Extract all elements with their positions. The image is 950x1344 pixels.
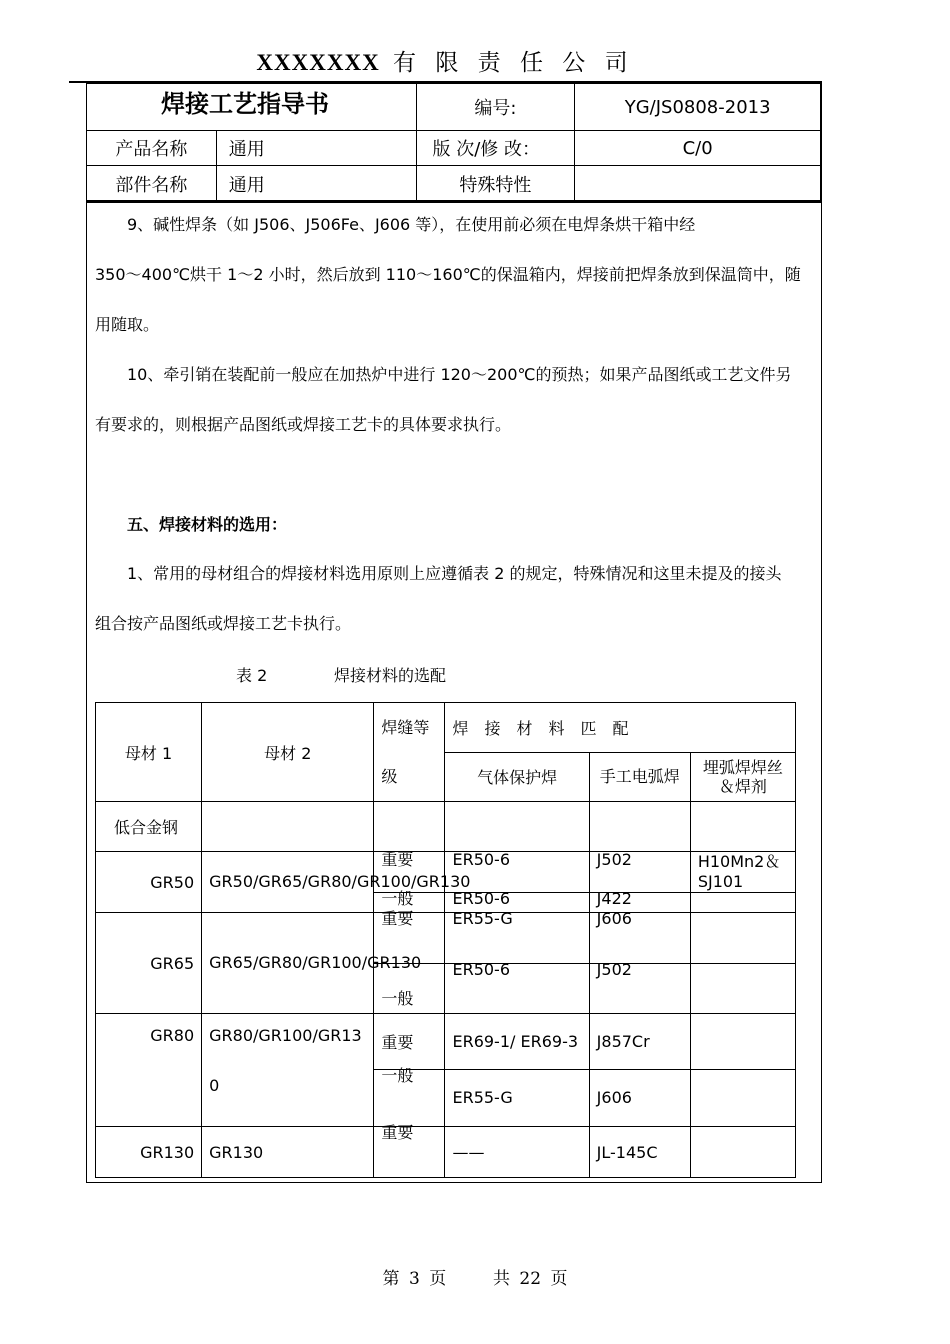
product-value: 通用	[216, 131, 416, 166]
row-gr65-saw2	[690, 964, 795, 1014]
table-cell	[202, 802, 374, 852]
paragraph-9-line1: 9、碱性焊条（如 J506、J506Fe、J606 等），在使用前必须在电焊条烘干箱中经	[127, 215, 696, 234]
group-label: 低合金钢	[96, 802, 202, 852]
paragraph-10-line1: 10、牵引销在装配前一般应在加热炉中进行 120～200℃的预热；如果产品图纸或工艺文件另	[127, 365, 792, 384]
paragraph-10-line2: 有要求的，则根据产品图纸或焊接工艺卡的具体要求执行。	[95, 415, 512, 434]
footer-total-suffix: 页	[550, 1269, 568, 1289]
company-suffix: 有 限 责 任 公 司	[393, 50, 634, 76]
row-gr50-manual2: J422	[589, 893, 690, 913]
row-gr80-gas2: ER55-G	[445, 1069, 589, 1126]
row-gr130-base1: GR130	[96, 1127, 202, 1178]
doc-title: 焊接工艺指导书	[87, 84, 417, 131]
table-row	[96, 852, 796, 893]
table-cell	[589, 802, 690, 852]
part-value: 通用	[216, 166, 416, 203]
table-cell	[690, 802, 795, 852]
row-gr80-saw2	[690, 1069, 795, 1126]
row-gr80-grade2: 一般	[374, 1069, 445, 1126]
row-gr65-gas2: ER50-6	[445, 964, 589, 1014]
table-caption-title: 焊接材料的选配	[334, 666, 447, 685]
footer-page-number: 3	[408, 1269, 420, 1289]
header-table	[86, 83, 821, 203]
col-base2: 母材 2	[202, 703, 374, 802]
row-gr50-manual1: J502	[589, 852, 690, 893]
section-5-title: 五、焊接材料的选用：	[127, 515, 288, 534]
row-gr50-saw2	[690, 893, 795, 913]
row-gr50-gas1: ER50-6	[445, 852, 589, 893]
col-saw: 埋弧焊焊丝＆焊剂	[690, 752, 795, 802]
row-gr80-grade1: 重要	[374, 1014, 445, 1070]
row-gr50-base2: GR50/GR65/GR80/GR100/GR130	[202, 852, 374, 913]
part-label: 部件名称	[87, 166, 217, 203]
section-5-para-line1: 1、常用的母材组合的焊接材料选用原则上应遵循表 2 的规定，特殊情况和这里未提及的接头	[127, 564, 782, 583]
row-gr80-base1: GR80	[96, 1014, 202, 1127]
col-grade	[374, 703, 445, 802]
row-gr65-base1: GR65	[96, 913, 202, 1014]
row-gr130-saw1	[690, 1127, 795, 1178]
table-row	[96, 1014, 796, 1070]
table-caption-number: 表 2	[236, 666, 268, 685]
special-value	[575, 166, 821, 203]
company-name	[0, 44, 890, 77]
row-gr65-grade2: 一般	[374, 964, 445, 1014]
row-gr130-manual1: JL-145C	[589, 1127, 690, 1178]
row-gr65-manual1: J606	[589, 913, 690, 964]
paragraph-9-line2: 350～400℃烘干 1～2 小时，然后放到 110～160℃的保温箱内，焊接前把焊条放到保温筒中，随	[95, 265, 801, 284]
table-cell	[374, 802, 445, 852]
footer-page-suffix: 页	[429, 1269, 447, 1289]
company-prefix: XXXXXXX	[256, 50, 380, 75]
section-5-para-line2: 组合按产品图纸或焊接工艺卡执行。	[95, 614, 352, 633]
row-gr65-saw1	[690, 913, 795, 964]
material-table	[95, 702, 796, 1178]
product-label: 产品名称	[87, 131, 217, 166]
row-gr50-grade2: 一般	[374, 893, 445, 913]
row-gr80-saw1	[690, 1014, 795, 1070]
col-gas: 气体保护焊	[445, 752, 589, 802]
page-footer	[0, 1264, 950, 1289]
row-gr80-manual2: J606	[589, 1069, 690, 1126]
row-gr80-base2-a: GR80/GR100/GR13	[209, 1026, 362, 1045]
row-gr80-manual1: J857Cr	[589, 1014, 690, 1070]
revision-value: C/0	[575, 131, 821, 166]
row-gr65-base2: GR65/GR80/GR100/GR130	[202, 913, 374, 1014]
row-gr130-base2: GR130	[202, 1127, 374, 1178]
revision-label: 版 次/修 改：	[416, 131, 575, 166]
col-grade-a: 焊缝等	[381, 718, 430, 737]
footer-total-prefix: 共	[493, 1269, 510, 1289]
footer-page-prefix: 第	[382, 1269, 400, 1289]
special-label: 特殊特性	[416, 166, 575, 203]
row-gr50-base1: GR50	[96, 852, 202, 913]
row-gr50-gas2: ER50-6	[445, 893, 589, 913]
row-gr65-grade1: 重要	[374, 913, 445, 964]
row-gr80-base2-b: 0	[209, 1076, 220, 1095]
col-match: 焊 接 材 料 匹 配	[445, 703, 796, 753]
number-label: 编号:	[416, 84, 575, 131]
row-gr80-base2	[202, 1014, 374, 1127]
row-gr50-saw1: H10Mn2＆SJ101	[690, 852, 795, 893]
row-gr65-manual2: J502	[589, 964, 690, 1014]
paragraph-9-line3: 用随取。	[95, 315, 160, 334]
row-gr50-grade1: 重要	[374, 852, 445, 893]
table-row	[96, 913, 796, 964]
row-gr130-gas1: ——	[445, 1127, 589, 1178]
col-grade-b: 级	[381, 767, 398, 786]
row-gr65-gas1: ER55-G	[445, 913, 589, 964]
col-manual: 手工电弧焊	[589, 752, 690, 802]
footer-total-number: 22	[519, 1269, 542, 1289]
number-value: YG/JS0808-2013	[575, 84, 821, 131]
table-cell	[445, 802, 589, 852]
table-row	[96, 1127, 796, 1178]
row-gr130-grade1: 重要	[374, 1127, 445, 1178]
col-base1: 母材 1	[96, 703, 202, 802]
row-gr80-gas1: ER69-1/ ER69-3	[445, 1014, 589, 1070]
